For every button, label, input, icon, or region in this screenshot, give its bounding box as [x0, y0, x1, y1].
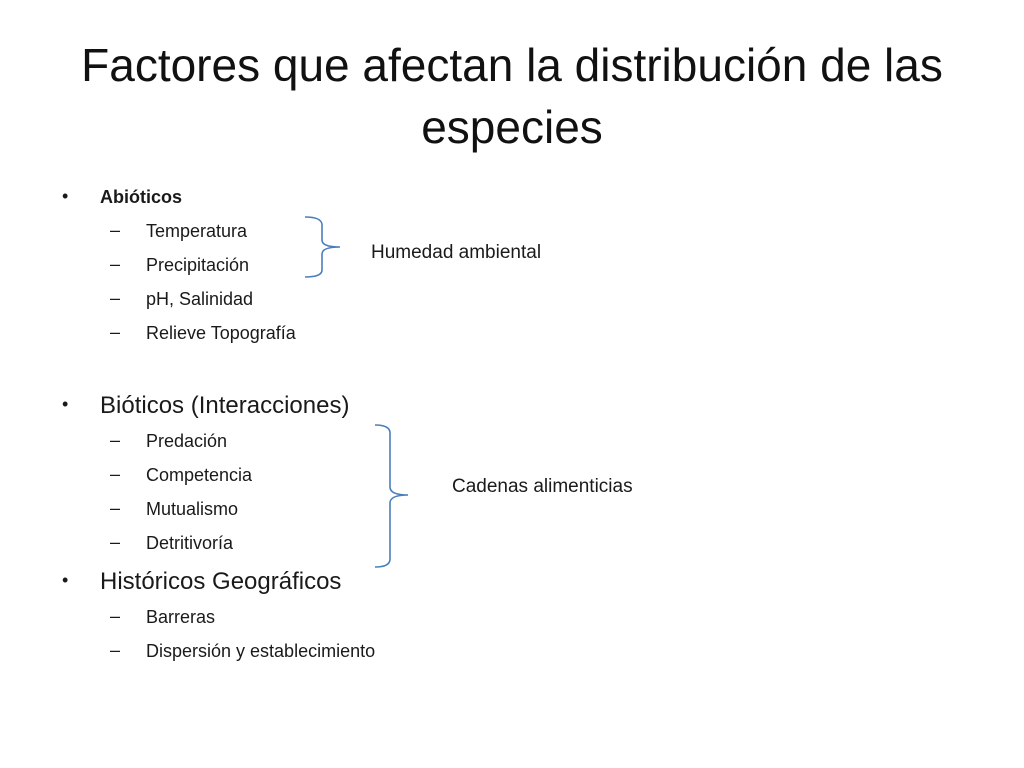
bullet-marker: •	[62, 394, 69, 414]
list-item-label: Relieve Topografía	[146, 323, 296, 343]
list-item-label: Detritivoría	[146, 533, 234, 553]
annotation-food-chains: Cadenas alimenticias	[452, 476, 633, 497]
brace-food-chains	[375, 425, 408, 567]
dash-marker: –	[110, 254, 121, 274]
dash-marker: –	[110, 430, 121, 450]
list-item-label: Barreras	[146, 607, 216, 627]
list-item-label: Predación	[146, 431, 228, 451]
dash-marker: –	[110, 606, 121, 626]
dash-marker: –	[110, 322, 121, 342]
dash-marker: –	[110, 220, 121, 240]
section-heading-bioticos: Bióticos (Interacciones)	[100, 392, 350, 419]
bullet-marker: •	[62, 186, 69, 206]
bullet-marker: •	[62, 570, 69, 590]
dash-marker: –	[110, 288, 121, 308]
list-item-label: Mutualismo	[146, 499, 239, 519]
dash-marker: –	[110, 532, 121, 552]
brace-humidity	[305, 217, 340, 277]
dash-marker: –	[110, 498, 121, 518]
slide-title: Factores que afectan la distribución de las especies	[81, 39, 943, 153]
section-heading-historicos: Históricos Geográficos	[100, 568, 342, 595]
list-item-label: Precipitación	[146, 255, 250, 275]
annotation-humidity: Humedad ambiental	[371, 242, 542, 263]
dash-marker: –	[110, 640, 121, 660]
list-item-label: pH, Salinidad	[146, 289, 254, 309]
dash-marker: –	[110, 464, 121, 484]
list-item-label: Temperatura	[146, 221, 248, 241]
section-heading-abioticos: Abióticos	[100, 187, 183, 207]
list-item-label: Dispersión y establecimiento	[146, 641, 376, 661]
list-item-label: Competencia	[146, 465, 253, 485]
